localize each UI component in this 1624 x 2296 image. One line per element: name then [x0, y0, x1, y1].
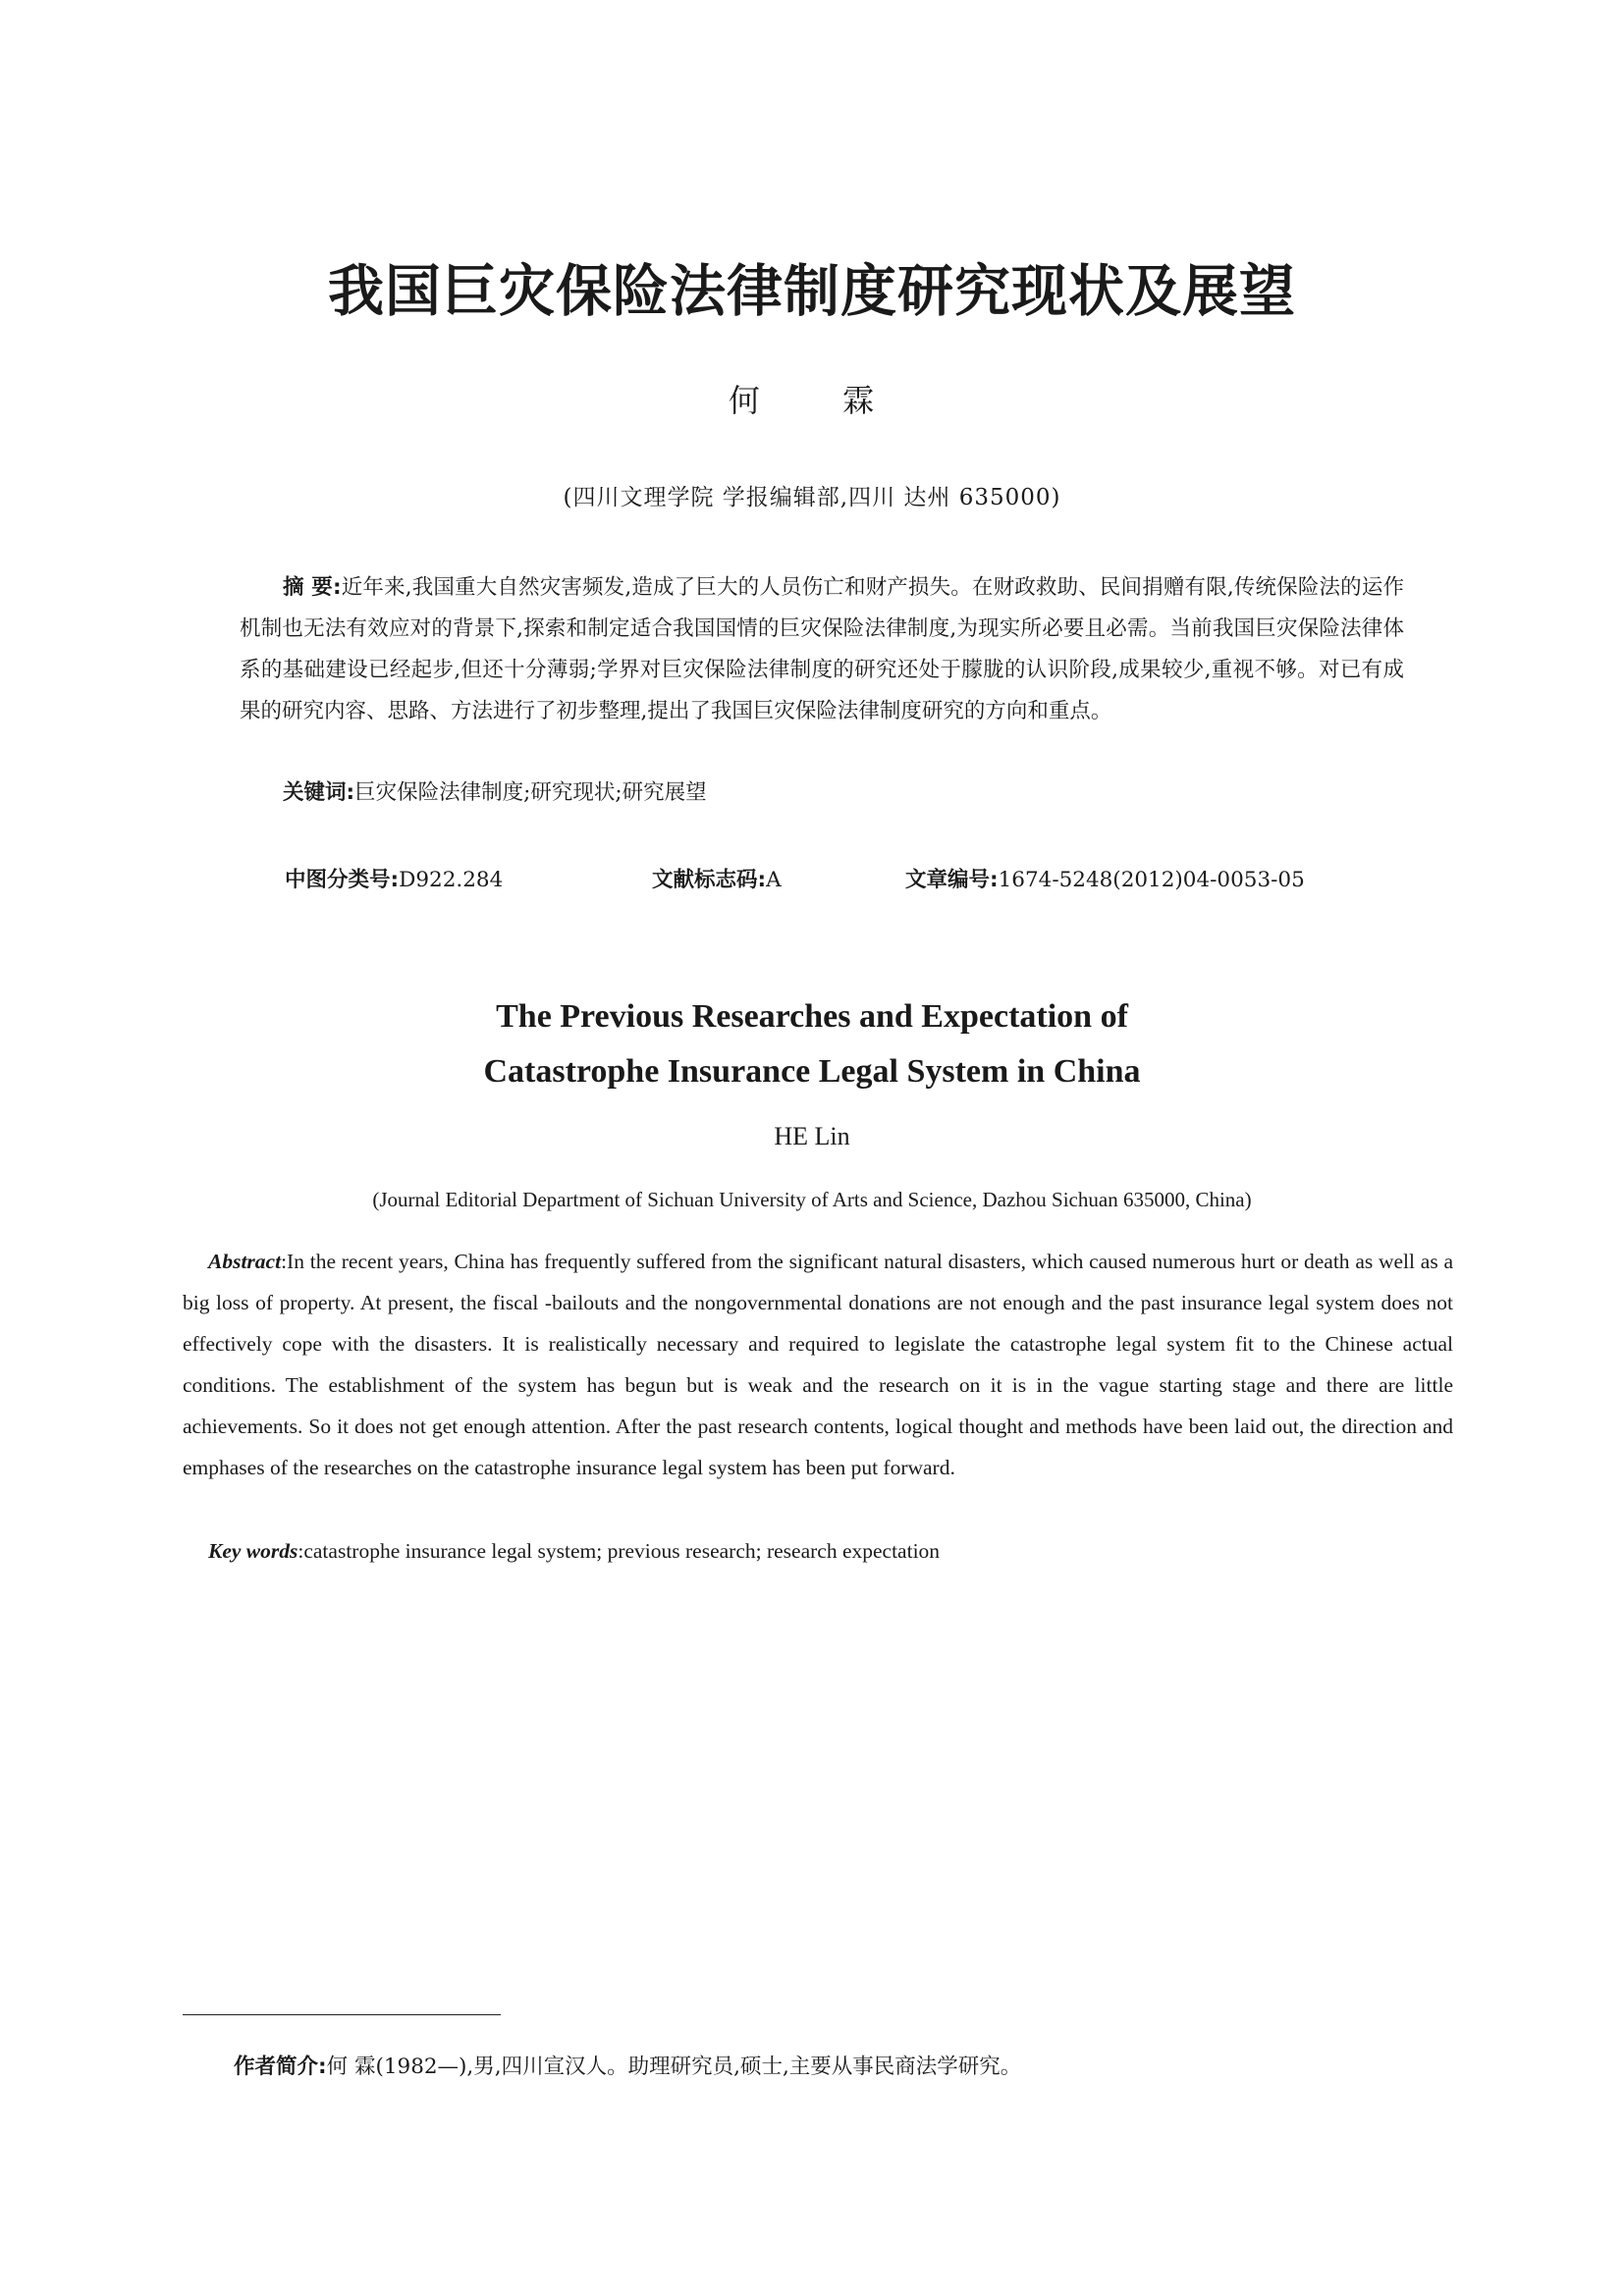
author-name-english: HE Lin [774, 1122, 850, 1150]
affiliation-english: (Journal Editorial Department of Sichuan University of Arts and Science, Dazhou Sichuan 635000, China) [372, 1188, 1252, 1211]
keywords-text-chinese: 巨灾保险法律制度;研究现状;研究展望 [354, 780, 707, 805]
paper-title-english-line1: The Previous Researches and Expectation of [496, 998, 1128, 1035]
keywords-chinese [283, 777, 1402, 809]
abstract-label-english: Abstract [208, 1250, 282, 1273]
affiliation-chinese: (四川文理学院 学报编辑部,四川 达州 635000) [563, 485, 1061, 510]
article-number [905, 865, 1305, 896]
keywords-english [208, 1535, 1445, 1567]
document-code-label: 文献标志码: [652, 868, 767, 892]
clc-number [285, 865, 503, 896]
abstract-text-english: :In the recent years, China has frequently suffered from the significant natural disasters, which caused numerous hurt or death as well as a big loss of property. At present, the fiscal -bailouts and the nongovernmental donations are not enough and the past insurance legal system does not effectively cope with the disasters. It is realistically necessary and required to legislate the catastrophe legal system fit to the Chinese actual conditions. The establishment of the system has begun but is weak and the research on it is in the vague starting stage and there are little achievements. So it does not get enough attention. After the past research contents, logical thought and methods have been laid out, the direction and emphases of the researches on the catastrophe insurance legal system has been put forward. [183, 1250, 1453, 1479]
article-number-label: 文章编号: [905, 868, 999, 892]
author-name-chinese: 何 霖 [728, 382, 896, 419]
keywords-text-english: :catastrophe insurance legal system; previous research; research expectation [298, 1539, 941, 1563]
document-code-value: A [766, 868, 782, 892]
author-bio-label: 作者简介: [234, 2055, 327, 2079]
abstract-text-chinese: 近年来,我国重大自然灾害频发,造成了巨大的人员伤亡和财产损失。在财政救助、民间捐赠有限,传统保险法的运作机制也无法有效应对的背景下,探索和制定适合我国国情的巨灾保险法律制度,为现实所必要且必需。当前我国巨灾保险法律体系的基础建设已经起步,但还十分薄弱;学界对巨灾保险法律制度的研究还处于朦胧的认识阶段,成果较少,重视不够。对已有成果的研究内容、思路、方法进行了初步整理,提出了我国巨灾保险法律制度研究的方向和重点。 [240, 575, 1404, 723]
abstract-english [183, 1241, 1453, 1488]
clc-label: 中图分类号: [285, 868, 400, 892]
author-bio-text: 何 霖(1982—),男,四川宣汉人。助理研究员,硕士,主要从事民商法学研究。 [326, 2055, 1022, 2079]
paper-title-english [0, 989, 1624, 1099]
author-bio-footnote [234, 2052, 1412, 2083]
footnote-divider [183, 2014, 501, 2015]
keywords-label-chinese: 关键词: [283, 780, 355, 805]
paper-title-chinese: 我国巨灾保险法律制度研究现状及展望 [328, 259, 1296, 324]
document-code [652, 865, 782, 896]
article-number-value: 1674-5248(2012)04-0053-05 [998, 868, 1305, 892]
abstract-label-chinese: 摘 要: [283, 575, 342, 600]
paper-title-english-line2: Catastrophe Insurance Legal System in China [483, 1053, 1141, 1090]
keywords-label-english: Key words [208, 1539, 298, 1563]
clc-value: D922.284 [399, 868, 504, 892]
abstract-chinese [240, 567, 1404, 732]
